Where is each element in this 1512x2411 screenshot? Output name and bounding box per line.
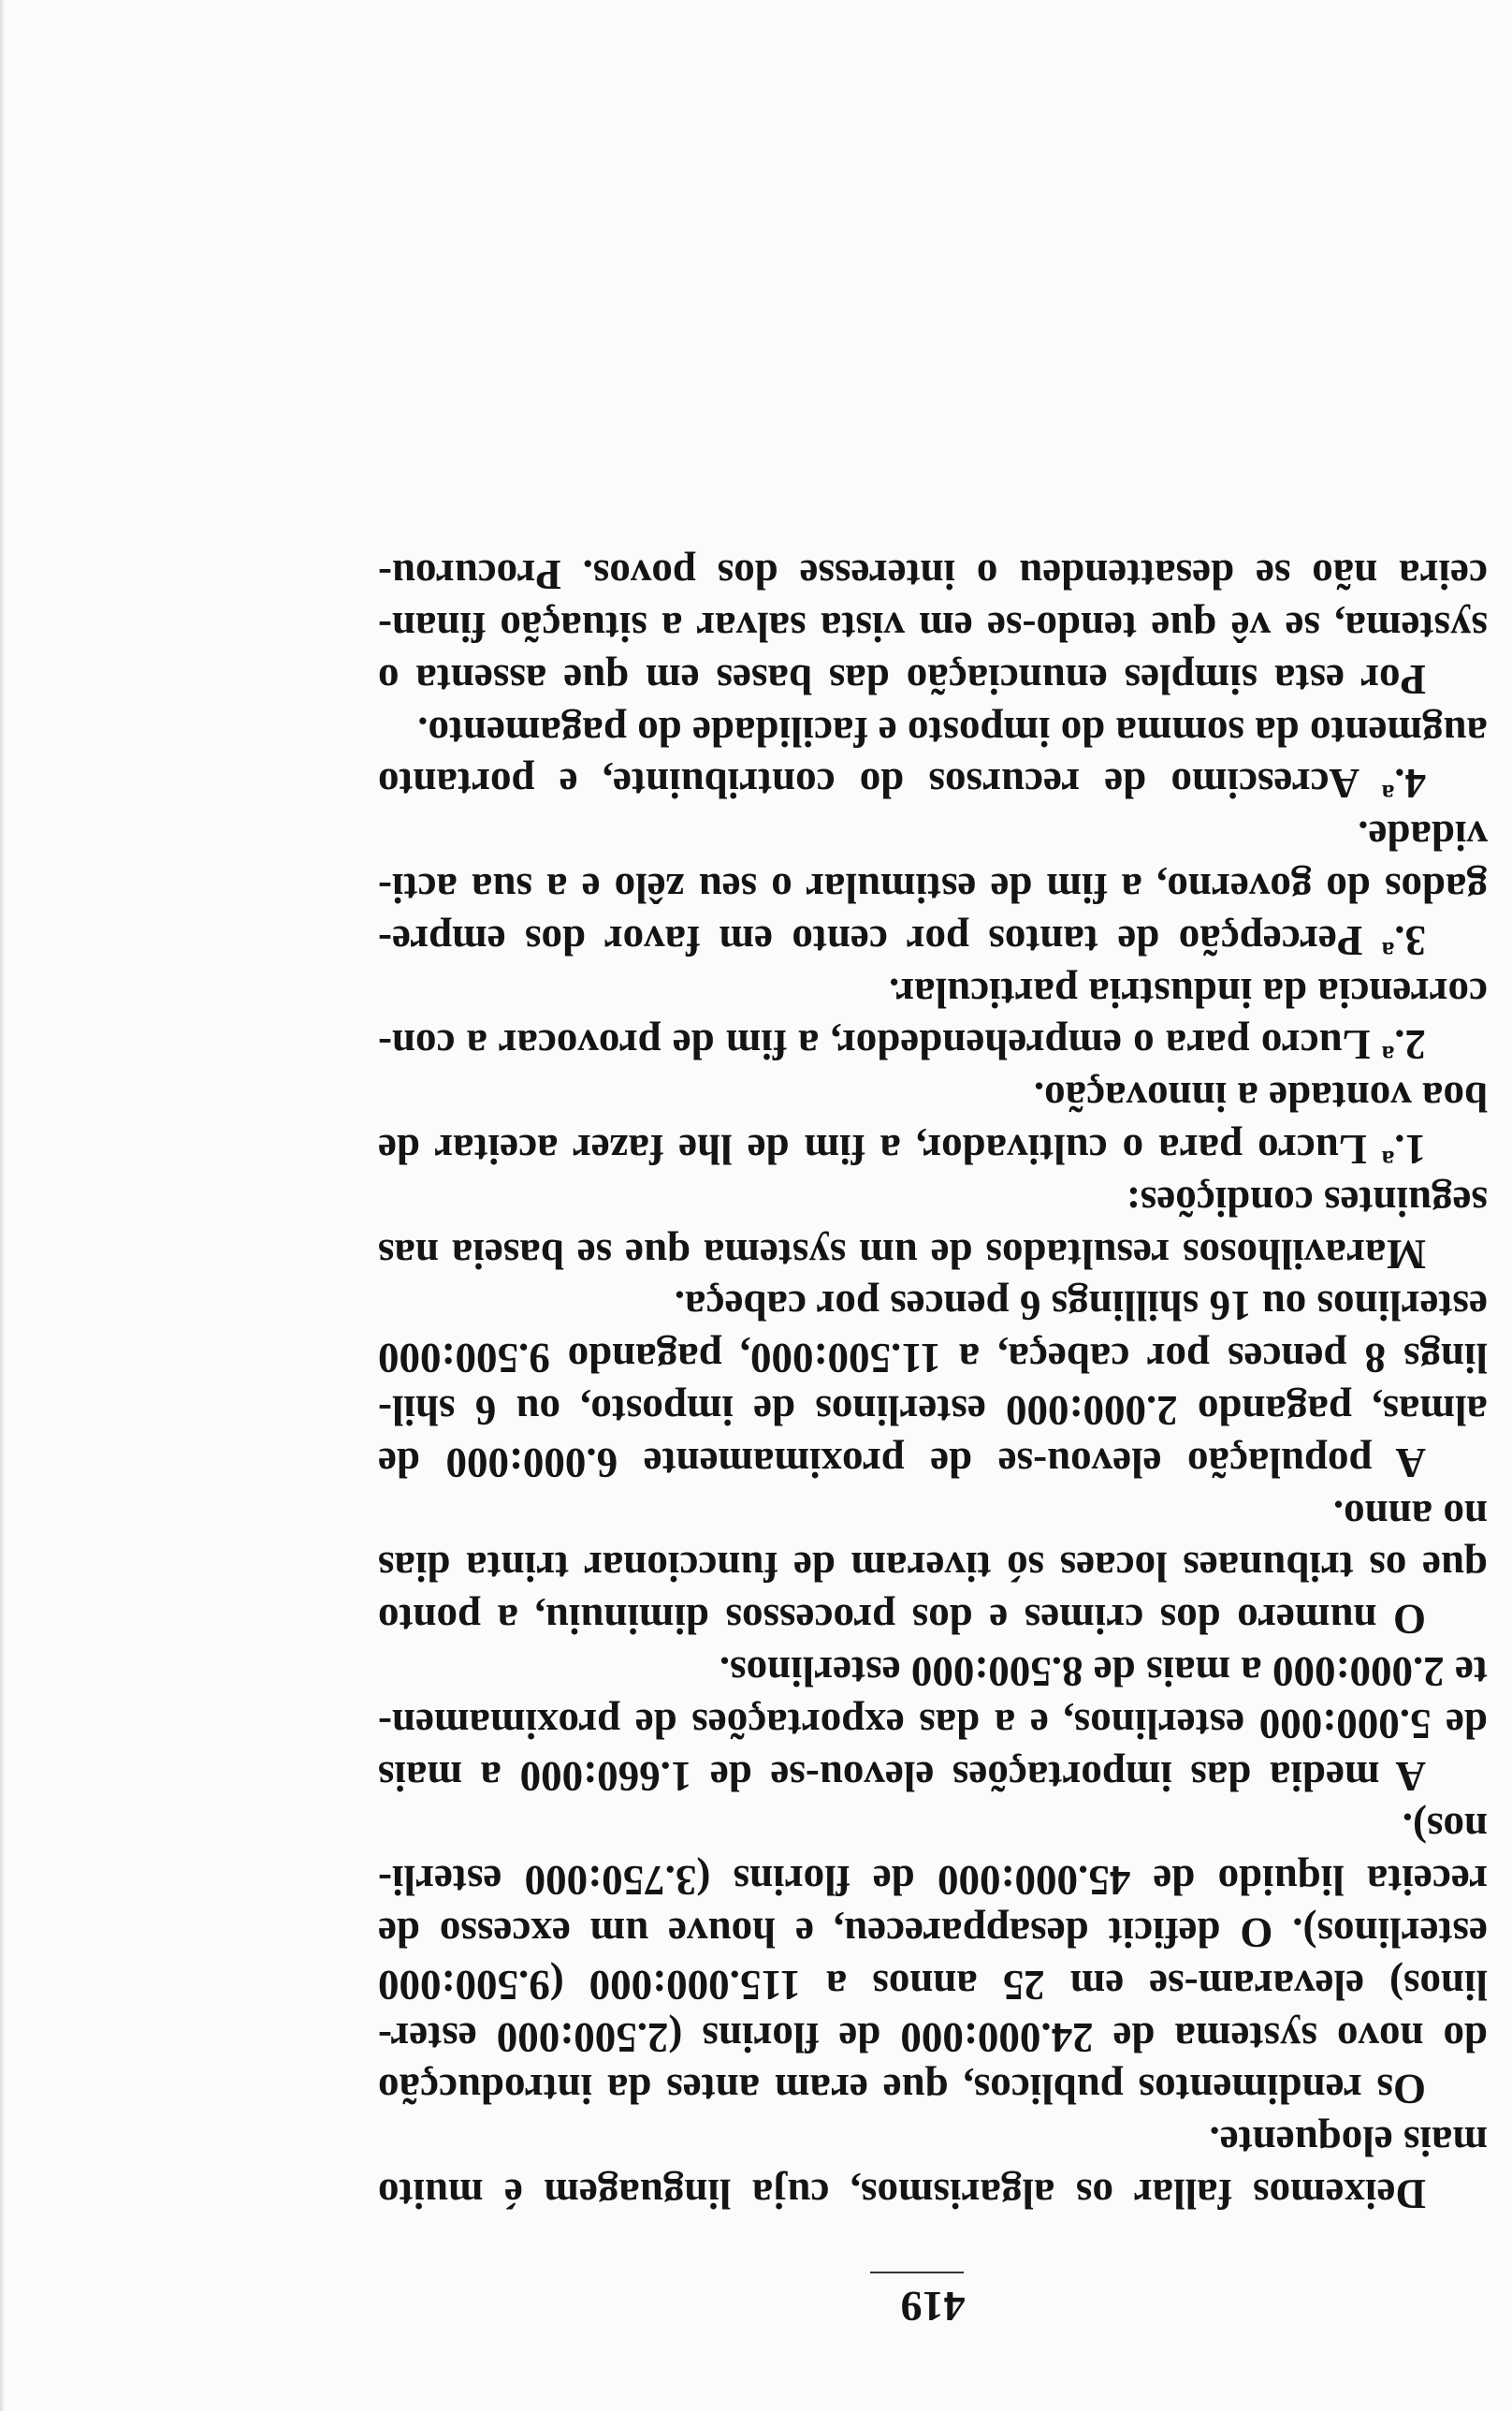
text-line: mais eloquente. [1209, 2118, 1488, 2166]
text-line: 3.ª Percepção de tantos por cento em favor dos empre- [378, 916, 1426, 964]
text-line: gados do governo, a fim de estimular o seu zêlo e a sua acti- [378, 865, 1488, 913]
text-line: de 5.000:000 esterlinos, e a das exportações de proximamen- [378, 1700, 1488, 1747]
text-line: esterlinos). O deficit desappareceu, e houve um excesso de [378, 1909, 1488, 1957]
paragraph [378, 809, 1488, 965]
paragraph [378, 705, 1488, 810]
paragraph [378, 1644, 1488, 1801]
page-number: 419 [900, 2283, 966, 2331]
text-line: systema, se vê que tendo-se em vista salvar a situação finan- [378, 604, 1488, 651]
paragraph [378, 2114, 1488, 2219]
text-line: te 2.000:000 a mais de 8.500:000 esterlinos. [719, 1648, 1488, 1696]
page-number-rule [870, 2272, 964, 2273]
text-line: seguintes condições: [1126, 1177, 1488, 1225]
text-line: ceira não se desattendeu o interesse dos povos. Procurou- [378, 551, 1488, 599]
text-line: correncia da industria particular. [889, 969, 1488, 1016]
text-line: 1.ª Lucro para o cultivador, a fim de lhe fazer aceitar de [378, 1126, 1426, 1174]
text-line: Por esta simples enunciação das bases em que assenta o [378, 655, 1426, 703]
text-line: 2.ª Lucro para o emprehendedor, a fim de provocar a con- [378, 1021, 1426, 1069]
text-line: que os tribunaes locaes só tiveram de funccionar trinta dias [378, 1543, 1488, 1591]
text-line: A população elevou-se de proximamente 6.000:000 de [378, 1439, 1426, 1486]
paragraph [378, 1802, 1488, 2115]
page-edge-shadow [0, 0, 6, 2411]
text-line: no anno. [1332, 1491, 1488, 1539]
text-line: vidade. [1358, 812, 1488, 860]
text-line: esterlinos ou 16 shillings 6 pences por cabeça. [674, 1282, 1488, 1330]
text-line: almas, pagando 2.000:000 esterlinos de imposto, ou 6 shil- [378, 1387, 1488, 1435]
paragraph [378, 1070, 1488, 1175]
text-line: lings 8 pences por cabeça, a 11.500:000, pagando 9.500:000 [378, 1335, 1488, 1382]
text-column [378, 548, 1488, 2331]
text-line: augmento da somma do imposto e facilidade do pagamento. [417, 708, 1488, 755]
text-line: Maravilhosos resultados de um systema que se baseia nas [378, 1230, 1426, 1278]
text-line: nos). [1402, 1805, 1488, 1852]
text-line: boa vontade a innovação. [1033, 1074, 1488, 1121]
paragraph [378, 1175, 1488, 1279]
text-line: A media das importações elevou-se de 1.660:000 a mais [378, 1752, 1426, 1800]
text-line: receita liquido de 45.000:000 de florins (3.750:000 esterli- [378, 1857, 1488, 1905]
paragraph [378, 966, 1488, 1071]
text-line: Os rendimentos publicos, que eram antes da introducção [378, 2066, 1426, 2113]
paragraph [378, 1488, 1488, 1644]
text-line: Deixemos fallar os algarismos, cuja linguagem é muito [378, 2170, 1426, 2217]
paragraph [378, 1279, 1488, 1488]
text-line: 4.ª Acrescimo de recursos do contribuinte, e portanto [378, 760, 1426, 808]
text-line: O numero dos crimes e dos processos diminuiu, a ponto [378, 1596, 1426, 1644]
text-line: do novo systema de 24.000:000 de florins (2.500:000 ester- [378, 2013, 1488, 2061]
paragraph [378, 548, 1488, 705]
text-line: linos) elevaram-se em 25 annos a 115.000:000 (9.500:000 [378, 1961, 1488, 2009]
